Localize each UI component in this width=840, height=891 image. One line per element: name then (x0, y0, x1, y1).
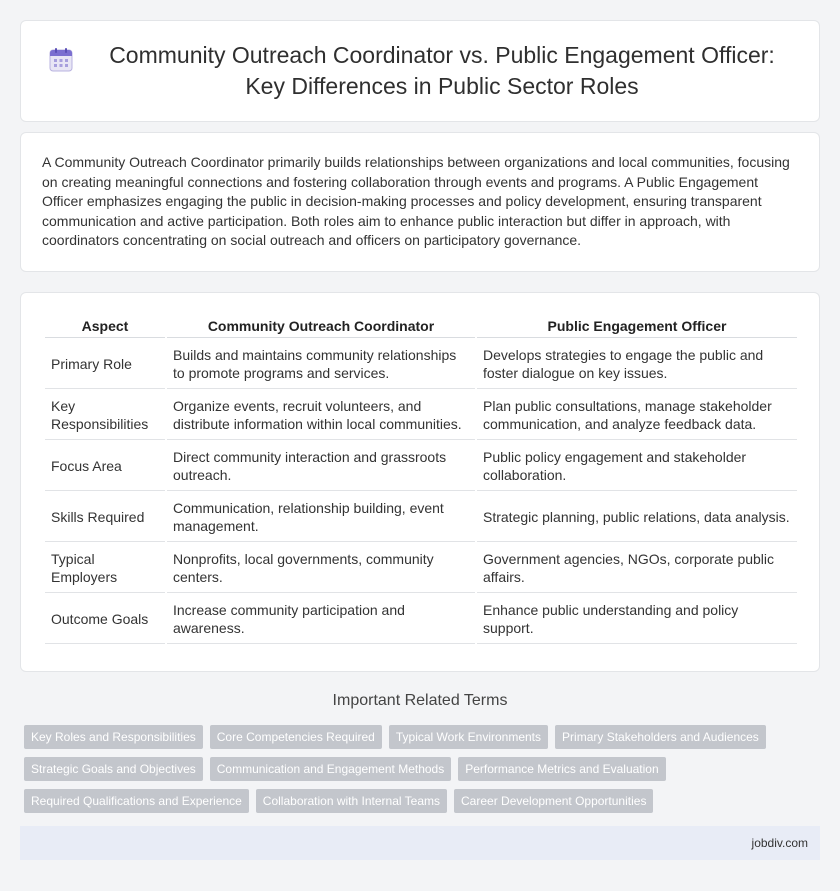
table-row (45, 493, 797, 542)
tag-performance-metrics[interactable]: Performance Metrics and Evaluation (458, 757, 665, 781)
row-officer: Public policy engagement and stakeholder collaboration. (477, 442, 797, 491)
calendar-icon (48, 47, 74, 73)
tag-row (24, 789, 804, 813)
footer-site-link[interactable]: jobdiv.com (751, 836, 808, 850)
row-aspect: Focus Area (45, 442, 165, 491)
tag-strategic-goals[interactable]: Strategic Goals and Objectives (24, 757, 203, 781)
row-aspect: Skills Required (45, 493, 165, 542)
tag-primary-stakeholders[interactable]: Primary Stakeholders and Audiences (555, 725, 766, 749)
tag-work-environments[interactable]: Typical Work Environments (389, 725, 548, 749)
row-coordinator: Builds and maintains community relationships to promote programs and services. (167, 340, 475, 389)
tag-key-roles[interactable]: Key Roles and Responsibilities (24, 725, 203, 749)
tag-collaboration[interactable]: Collaboration with Internal Teams (256, 789, 447, 813)
row-coordinator: Direct community interaction and grassroots outreach. (167, 442, 475, 491)
row-aspect: Primary Role (45, 340, 165, 389)
row-coordinator: Increase community participation and awareness. (167, 595, 475, 644)
comparison-table (43, 313, 799, 646)
tag-row (24, 757, 804, 781)
header-officer: Public Engagement Officer (477, 315, 797, 338)
row-officer: Plan public consultations, manage stakeholder communication, and analyze feedback data. (477, 391, 797, 440)
row-officer: Develops strategies to engage the public and foster dialogue on key issues. (477, 340, 797, 389)
footer (20, 826, 820, 860)
intro-text: A Community Outreach Coordinator primarily builds relationships between organizations and local communities, focusing on creating meaningful connections and fostering collaboration through events and programs. A Public Engagement Officer emphasizes engaging the public in decision-making processes and policy development, ensuring transparent communication and active participation. Both roles aim to enhance public interaction but differ in approach, with coordinators concentrating on social outreach and officers on participatory governance. (42, 154, 790, 249)
header-card (20, 20, 820, 122)
table-row (45, 391, 797, 440)
row-aspect: Outcome Goals (45, 595, 165, 644)
tag-career-development[interactable]: Career Development Opportunities (454, 789, 653, 813)
table-header-row (45, 315, 797, 338)
header-inner (48, 40, 792, 102)
tag-required-qualifications[interactable]: Required Qualifications and Experience (24, 789, 249, 813)
tag-row (24, 725, 804, 749)
comparison-table-card (20, 292, 820, 672)
tag-communication-methods[interactable]: Communication and Engagement Methods (210, 757, 451, 781)
row-officer: Government agencies, NGOs, corporate public affairs. (477, 544, 797, 593)
row-aspect: Key Responsibilities (45, 391, 165, 440)
table-row (45, 544, 797, 593)
table-row (45, 595, 797, 644)
row-coordinator: Communication, relationship building, event management. (167, 493, 475, 542)
related-terms-title: Important Related Terms (332, 692, 508, 709)
header-aspect: Aspect (45, 315, 165, 338)
tag-core-competencies[interactable]: Core Competencies Required (210, 725, 382, 749)
table-row (45, 340, 797, 389)
row-coordinator: Nonprofits, local governments, community centers. (167, 544, 475, 593)
row-officer: Enhance public understanding and policy support. (477, 595, 797, 644)
page-title: Community Outreach Coordinator vs. Public Engagement Officer: Key Differences in Public Sector Roles (109, 42, 775, 99)
row-aspect: Typical Employers (45, 544, 165, 593)
row-coordinator: Organize events, recruit volunteers, and distribute information within local communities. (167, 391, 475, 440)
related-terms-tags (24, 725, 804, 821)
intro-card (20, 132, 820, 272)
row-officer: Strategic planning, public relations, data analysis. (477, 493, 797, 542)
header-coordinator: Community Outreach Coordinator (167, 315, 475, 338)
table-row (45, 442, 797, 491)
